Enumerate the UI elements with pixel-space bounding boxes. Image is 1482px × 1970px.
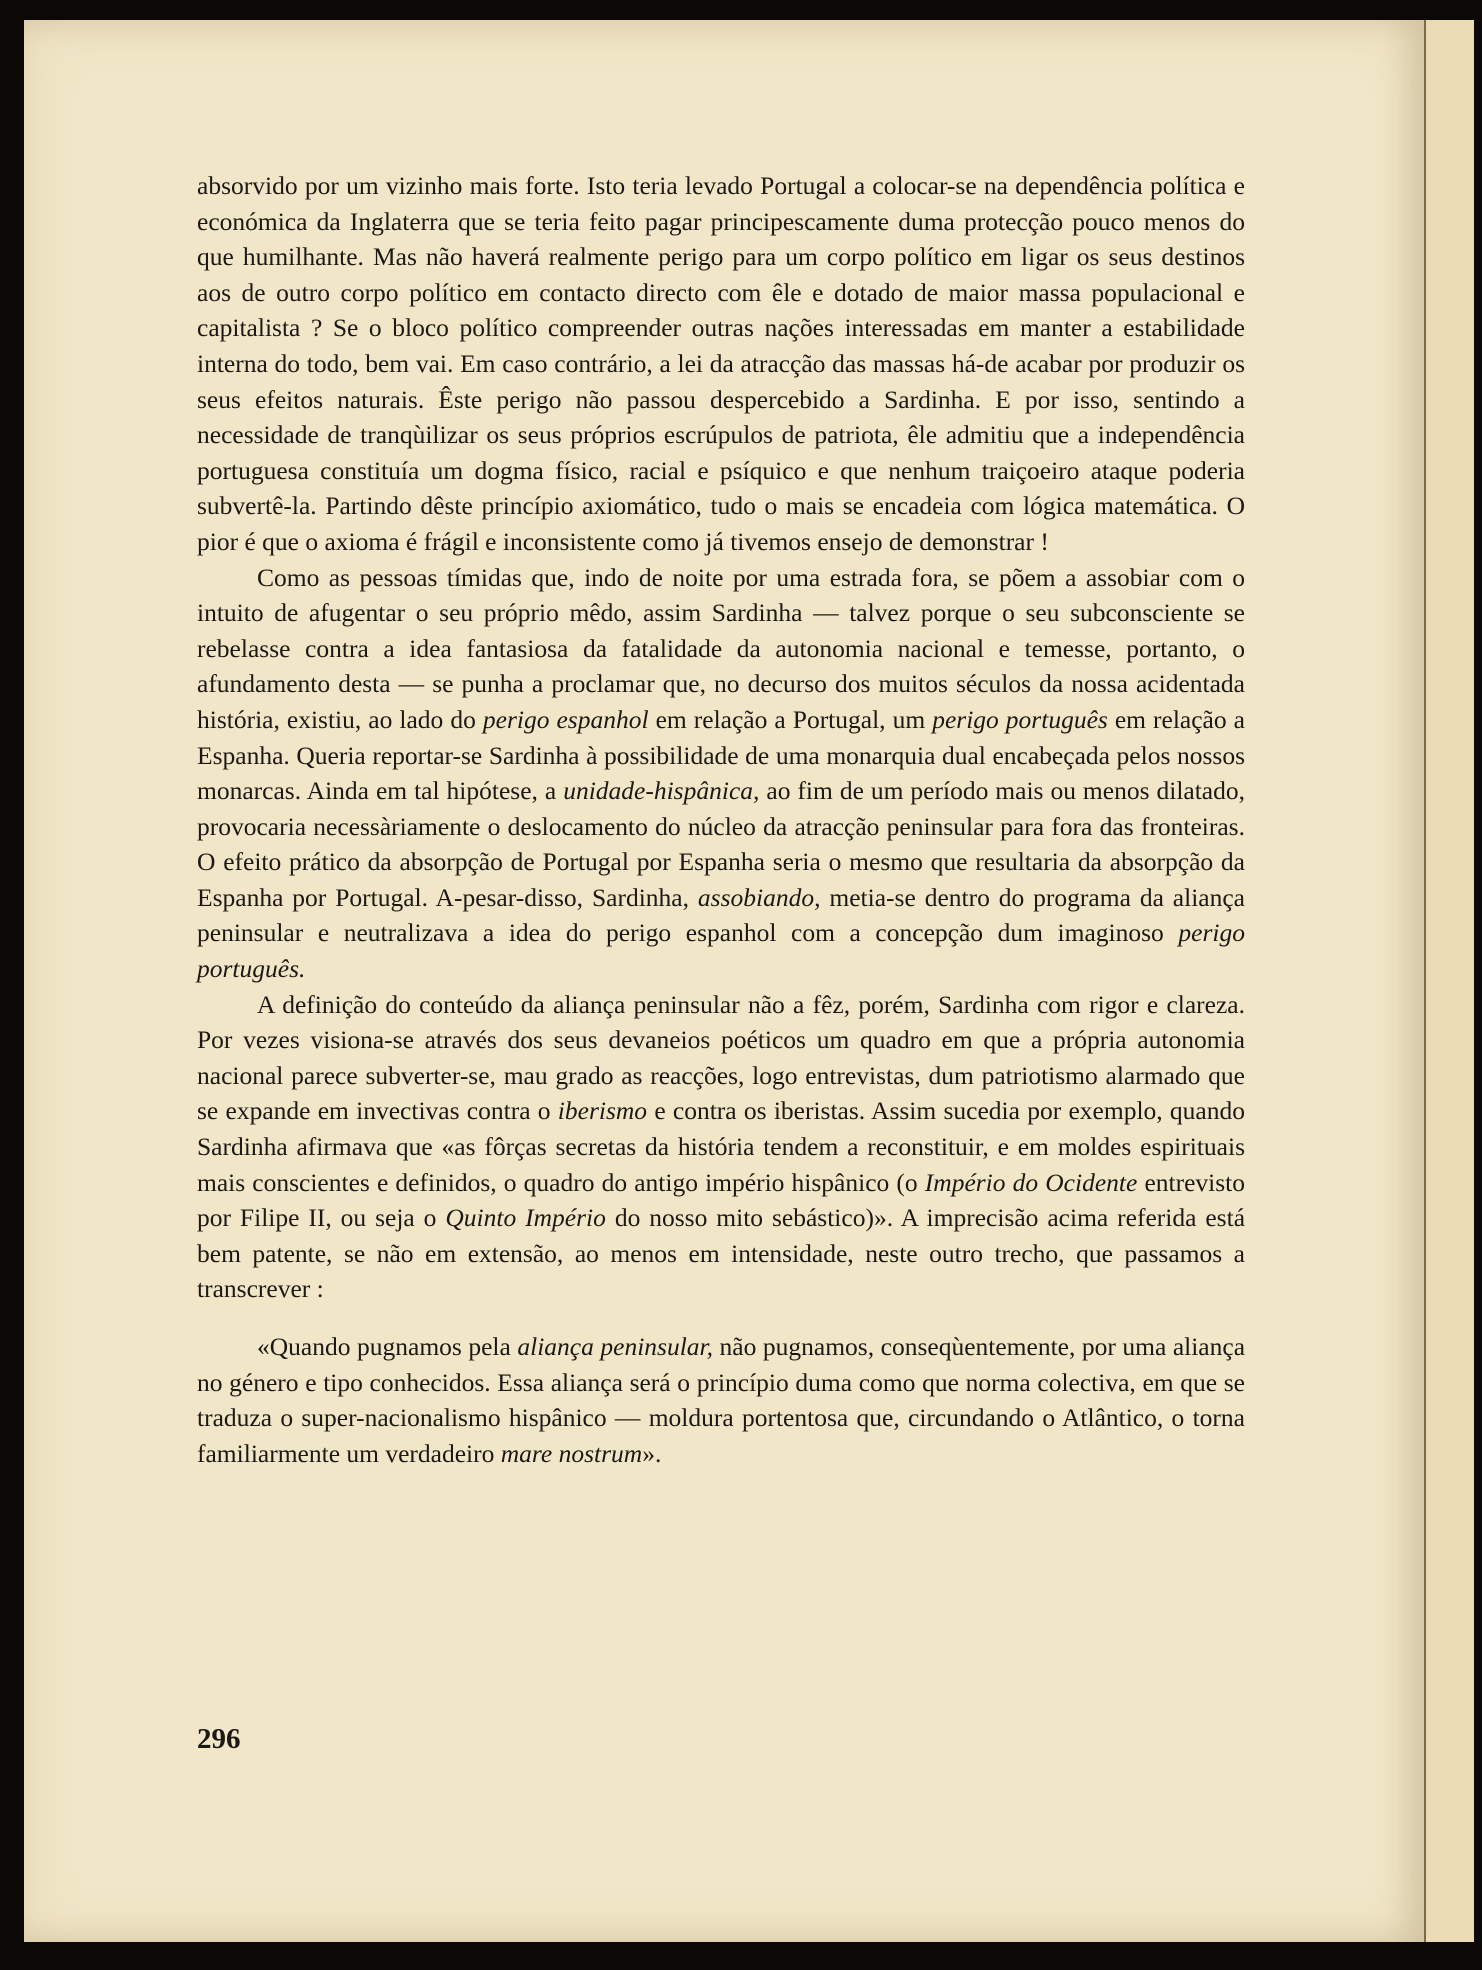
italic-phrase: Quinto Império <box>445 1203 606 1233</box>
text-run: e contra os iberistas. Assim sucedia por exemplo, quando Sardinha afirmava que «as fôrças secretas da história tendem a reconstituir, e em moldes espirituais mais conscientes e definidos, o quadro do antigo império hispânico (o <box>197 1096 1245 1197</box>
italic-phrase: aliança peninsular, <box>517 1332 714 1361</box>
italic-phrase: assobiando, <box>697 882 821 912</box>
italic-phrase: Império do Ocidente <box>924 1167 1138 1197</box>
paragraph-1 <box>197 168 1245 560</box>
italic-phrase: perigo espanhol <box>482 704 649 734</box>
text-run: Como as pessoas tímidas que, indo de noite por uma estrada fora, se põem a assobiar com o intuito de afugentar o seu próprio mêdo, assim Sardinha — talvez porque o seu subconsciente se rebelasse contra a idea fantasiosa da fatalidade da autonomia nacional e temesse, portanto, o afundamento desta — se punha a proclamar que, no decurso dos muitos séculos da nossa acidentada história, existiu, ao lado do <box>197 562 1245 734</box>
text-run: absorvido por um vizinho mais forte. Isto teria levado Portugal a colocar-se na dependência política e económica da Inglaterra que se teria feito pagar principescamente duma protecção pouco menos do que humilhante. Mas não haverá realmente perigo para um corpo político em ligar os seus destinos aos de outro corpo político em contacto directo com êle e dotado de maior massa populacional e capitalista ? Se o bloco político compreender outras nações interessadas em manter a estabilidade interna do todo, bem vai. Em caso contrário, a lei da atracção das massas há-de acabar por produzir os seus efeitos naturais. Êste perigo não passou despercebido a Sardinha. E por isso, sentindo a necessidade de tranqùilizar os seus próprios escrúpulos de patriota, êle admitiu que a independência portuguesa constituía um dogma físico, racial e psíquico e que nenhum traiçoeiro ataque poderia subvertê-la. Partindo dêste princípio axiomático, tudo o mais se encadeia com lógica matemática. O pior é que o axioma é frágil e inconsistente como já tivemos ensejo de demonstrar ! <box>197 171 1245 556</box>
italic-phrase: mare nostrum <box>500 1438 643 1468</box>
text-run: do nosso mito sebástico)». A imprecisão acima referida está bem patente, se não em extensão, ao menos em intensidade, neste outro trecho, que passamos a transcrever : <box>197 1203 1246 1304</box>
italic-phrase: iberismo <box>557 1096 648 1126</box>
paragraph-2 <box>197 560 1245 987</box>
italic-phrase: unidade-hispânica, <box>563 776 760 806</box>
text-run: ao fim de um período mais ou menos dilatado, provocaria necessàriamente o deslocamento do núcleo da atracção peninsular para fora das fronteiras. O efeito prático da absorpção de Portugal por Espanha seria o mesmo que resultaria da absorpção da Espanha por Portugal. A-pesar-disso, Sardinha, <box>197 776 1246 912</box>
text-run: metia-se dentro do programa da aliança peninsular e neutralizava a idea do perigo espanhol com a concepção dum imaginoso <box>197 882 1245 948</box>
body-text <box>197 168 1245 1471</box>
paragraph-3 <box>197 987 1245 1307</box>
text-run: entrevisto por Filipe II, ou seja o <box>197 1167 1245 1233</box>
italic-phrase: perigo português <box>932 704 1108 734</box>
page-number: 296 <box>197 1723 241 1755</box>
italic-phrase: perigo português. <box>197 918 1245 984</box>
text-run: não pugnamos, conseqùentemente, por uma aliança no género e tipo conhecidos. Essa aliança será o princípio duma como que norma colectiva, em que se traduza o super-nacionalismo hispânico — moldura portentosa que, circundando o Atlântico, o torna familiarmente um verdadeiro <box>197 1332 1246 1468</box>
text-run: A definição do conteúdo da aliança peninsular não a fêz, porém, Sardinha com rigor e clareza. Por vezes visiona-se através dos seus devaneios poéticos um quadro em que a própria autonomia nacional parece subverter-se, mau grado as reacções, logo entrevistas, dum patriotismo alarmado que se expande em invectivas contra o <box>197 989 1245 1126</box>
text-run: em relação a Portugal, um <box>648 704 933 734</box>
adjacent-page-edge <box>1424 20 1474 1942</box>
text-run: ». <box>642 1438 662 1468</box>
text-run: «Quando pugnamos pela <box>257 1332 518 1361</box>
block-quotation <box>197 1329 1245 1471</box>
text-run: em relação a Espanha. Queria reportar-se Sardinha à possibilidade de uma monarquia dual encabeçada pelos nossos monarcas. Ainda em tal hipótese, a <box>197 704 1245 806</box>
